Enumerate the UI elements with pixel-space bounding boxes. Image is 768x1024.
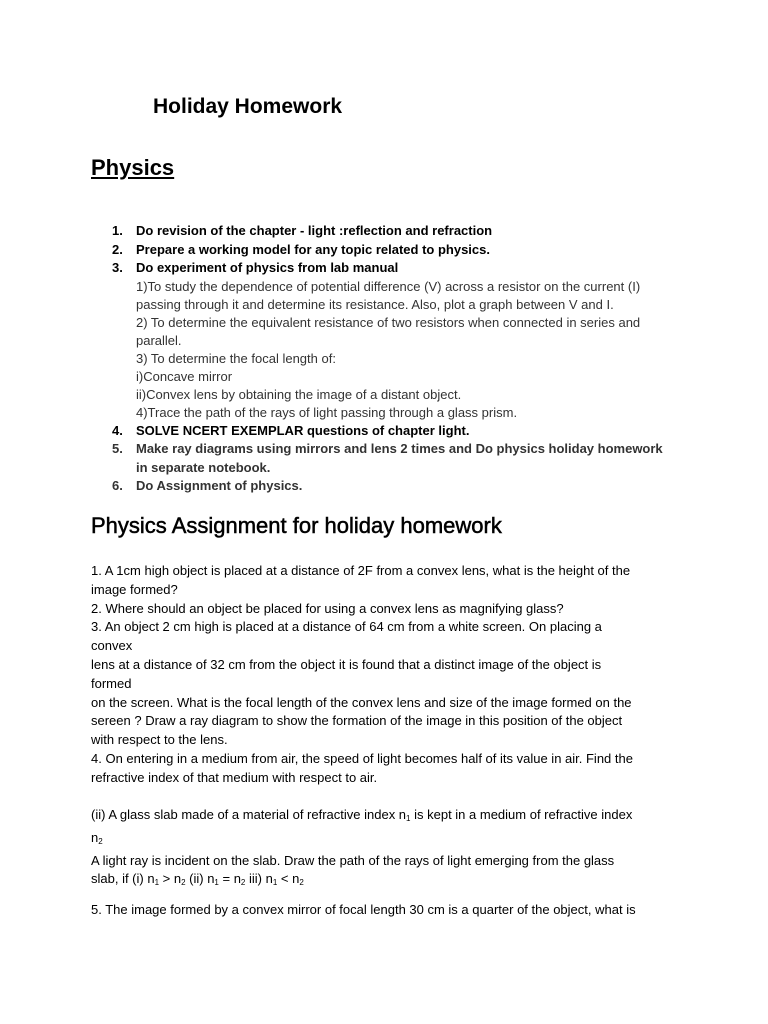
experiment-line: 2) To determine the equivalent resistance of two resistors when connected in series and [136,314,641,330]
experiment-list [112,278,712,422]
question-line: (ii) A glass slab made of a material of refractive index $n_1$ is kept in a medium of refractive index [91,807,633,823]
question-line: convex [91,638,133,654]
question-5 [91,901,691,920]
task-text: Make ray diagrams using mirrors and lens 2 times and Do physics holiday homework [136,441,663,456]
task-item: 1. Do revision of the chapter - light :reflection and refraction [112,222,712,241]
question-line: 4. On entering in a medium from air, the speed of light becomes half of its value in air. Find the [91,750,633,766]
task-text: Do Assignment of physics. [136,478,303,493]
question-line: 5. The image formed by a convex mirror of focal length 30 cm is a quarter of the object, what is [91,902,636,917]
experiment-line: parallel. [136,332,182,348]
task-text: Do revision of the chapter - light :reflection and refraction [136,223,493,238]
task-item: 5. Make ray diagrams using mirrors and lens 2 times and Do physics holiday homework in separate notebook. [112,440,712,477]
question-line: A light ray is incident on the slab. Draw the path of the rays of light emerging from the glass [91,852,615,868]
task-item: 4. SOLVE NCERT EXEMPLAR questions of chapter light. [112,422,712,441]
document-title: Holiday Homework [153,95,343,118]
task-text: SOLVE NCERT EXEMPLAR questions of chapter light. [136,422,470,438]
question-line: 2. Where should an object be placed for using a convex lens as magnifying glass? [91,600,564,616]
experiment-line: passing through it and determine its resistance. Also, plot a graph between V and I. [136,296,614,312]
question-line: refractive index of that medium with respect to air. [91,769,378,785]
task-text-continued: in separate notebook. [136,459,271,475]
question-line: 3. An object 2 cm high is placed at a distance of 64 cm from a white screen. On placing a [91,619,602,635]
task-item: 6. Do Assignment of physics. [112,477,712,496]
experiment-line: i)Concave mirror [136,368,233,384]
question-line: lens at a distance of 32 cm from the object it is found that a distinct image of the object is [91,656,602,672]
experiment-line: 3) To determine the focal length of: [136,350,336,366]
question-line: on the screen. What is the focal length of the convex lens and size of the image formed on the [91,694,632,710]
task-text: Do experiment of physics from lab manual [136,260,399,275]
experiment-line: 4)Trace the path of the rays of light passing through a glass prism. [136,404,518,420]
subject-heading: Physics [91,155,175,180]
question-list [91,562,691,788]
question-line: $n_2$ [91,829,103,846]
experiment-line: 1)To study the dependence of potential difference (V) across a resistor on the current (I) [136,278,641,294]
task-item: 3. Do experiment of physics from lab manual [112,259,712,278]
task-item: 2. Prepare a working model for any topic related to physics. [112,241,712,260]
question-4-part-ii [91,806,691,893]
question-line: with respect to the lens. [91,732,228,748]
question-line: image formed? [91,581,178,597]
task-list [112,222,712,496]
question-line: sereen ? Draw a ray diagram to show the formation of the image in this position of the object [91,713,623,729]
task-text: Prepare a working model for any topic related to physics. [136,241,490,257]
assignment-heading: Physics Assignment for holiday homework [91,513,502,538]
experiment-line: ii)Convex lens by obtaining the image of a distant object. [136,386,462,402]
question-line: 1. A 1cm high object is placed at a distance of 2F from a convex lens, what is the height of the [91,563,631,578]
question-line: formed [91,675,132,691]
question-line: slab, if (i) $n_1 > n_2$ (ii) $n_1 = n_2$ iii) $n_1 < n_2$ [91,871,304,888]
